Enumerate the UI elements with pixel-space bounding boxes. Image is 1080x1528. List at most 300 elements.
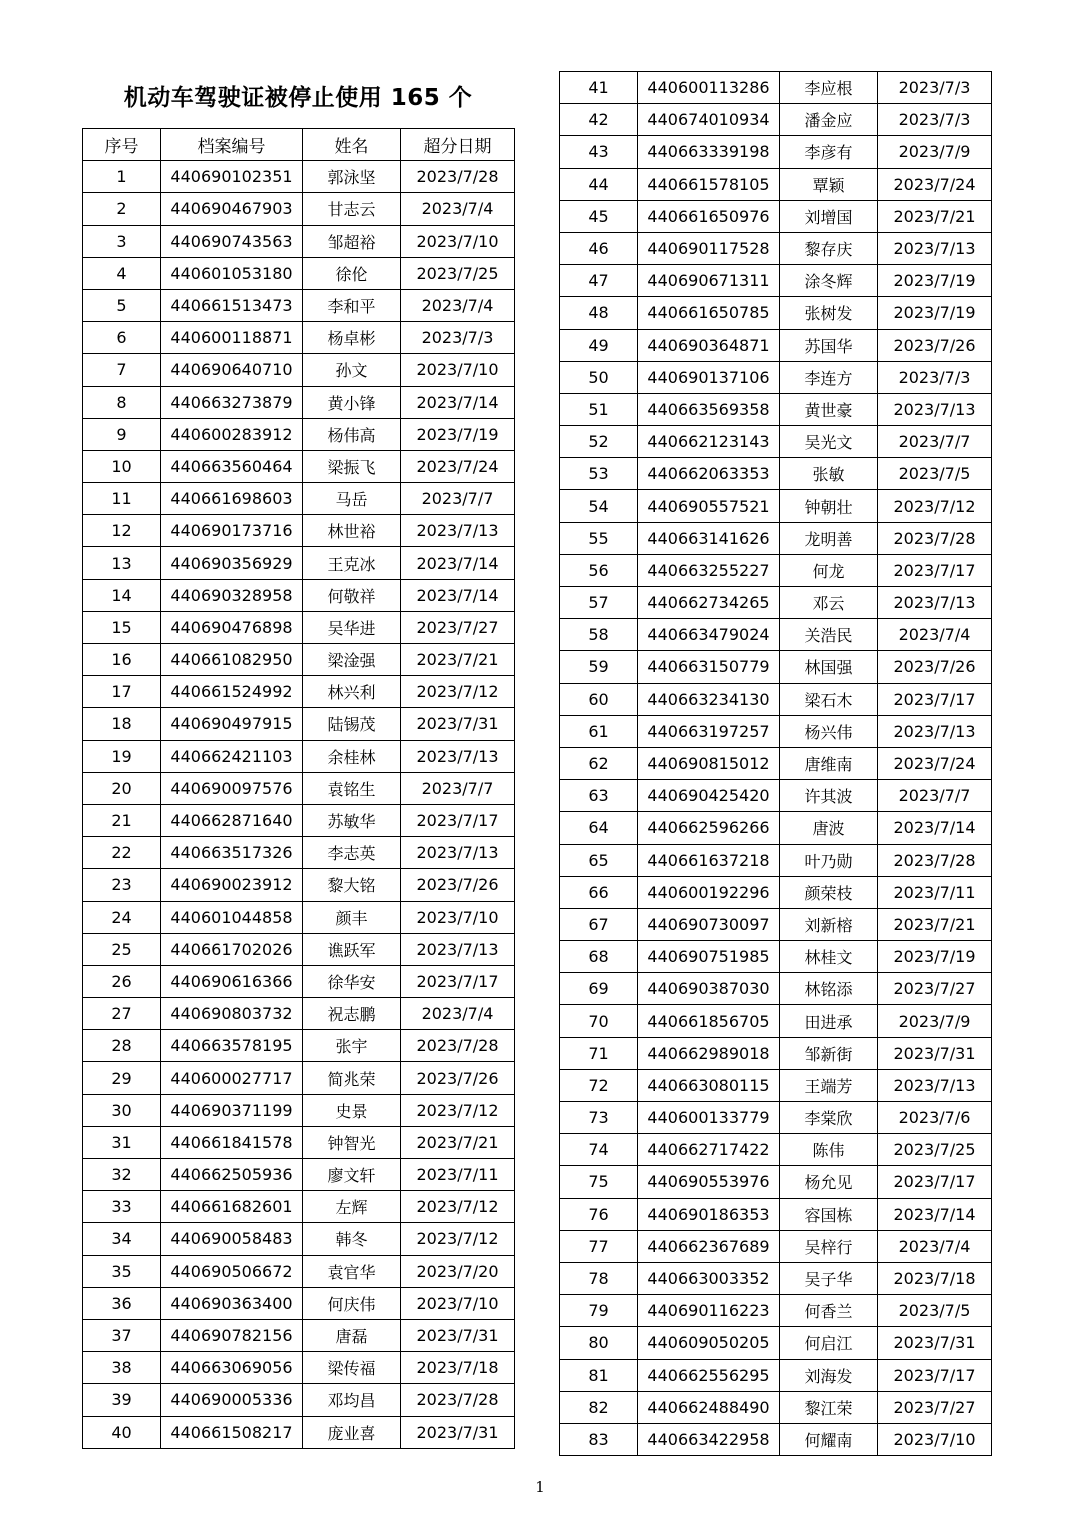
file-no-cell: 440661856705 — [638, 1005, 780, 1037]
name-cell: 杨伟高 — [303, 418, 401, 450]
name-cell: 林国强 — [780, 651, 878, 683]
seq-cell: 35 — [83, 1255, 161, 1287]
date-cell: 2023/7/10 — [401, 354, 515, 386]
seq-cell: 3 — [83, 225, 161, 257]
name-cell: 张树发 — [780, 297, 878, 329]
table-row — [83, 676, 515, 708]
table-row — [560, 1102, 992, 1134]
seq-cell: 52 — [560, 426, 638, 458]
seq-cell: 14 — [83, 579, 161, 611]
file-no-cell: 440600192296 — [638, 876, 780, 908]
table-row — [560, 1005, 992, 1037]
file-no-cell: 440690328958 — [161, 579, 303, 611]
date-cell: 2023/7/14 — [878, 1198, 992, 1230]
file-no-cell: 440661513473 — [161, 289, 303, 321]
table-row — [560, 136, 992, 168]
seq-cell: 4 — [83, 257, 161, 289]
name-cell: 容国栋 — [780, 1198, 878, 1230]
table-row — [83, 579, 515, 611]
date-cell: 2023/7/17 — [401, 804, 515, 836]
file-no-cell: 440690751985 — [638, 941, 780, 973]
date-cell: 2023/7/28 — [401, 1030, 515, 1062]
date-cell: 2023/7/24 — [878, 168, 992, 200]
date-cell: 2023/7/25 — [878, 1134, 992, 1166]
date-cell: 2023/7/27 — [401, 611, 515, 643]
name-cell: 庞业喜 — [303, 1416, 401, 1448]
table-row — [83, 611, 515, 643]
seq-cell: 69 — [560, 973, 638, 1005]
right-table-body — [560, 72, 992, 1456]
table-row — [83, 1352, 515, 1384]
name-cell: 陆锡茂 — [303, 708, 401, 740]
table-row — [560, 1166, 992, 1198]
name-cell: 林桂文 — [780, 941, 878, 973]
file-no-cell: 440663197257 — [638, 715, 780, 747]
name-cell: 廖文轩 — [303, 1159, 401, 1191]
name-cell: 黄世豪 — [780, 393, 878, 425]
file-no-cell: 440600113286 — [638, 72, 780, 104]
file-no-cell: 440600283912 — [161, 418, 303, 450]
seq-cell: 63 — [560, 780, 638, 812]
file-no-cell: 440690116223 — [638, 1295, 780, 1327]
name-cell: 吴华进 — [303, 611, 401, 643]
date-cell: 2023/7/13 — [878, 393, 992, 425]
name-cell: 黎存庆 — [780, 232, 878, 264]
seq-cell: 15 — [83, 611, 161, 643]
name-cell: 林世裕 — [303, 515, 401, 547]
name-cell: 李棠欣 — [780, 1102, 878, 1134]
table-row — [560, 168, 992, 200]
table-row — [83, 837, 515, 869]
table-row — [83, 289, 515, 321]
seq-cell: 37 — [83, 1319, 161, 1351]
file-no-cell: 440662734265 — [638, 587, 780, 619]
name-cell: 唐维南 — [780, 747, 878, 779]
file-no-cell: 440663234130 — [638, 683, 780, 715]
name-cell: 吴梓行 — [780, 1230, 878, 1262]
date-cell: 2023/7/17 — [878, 1166, 992, 1198]
date-cell: 2023/7/31 — [401, 708, 515, 740]
name-cell: 韩冬 — [303, 1223, 401, 1255]
file-no-cell: 440662421103 — [161, 740, 303, 772]
seq-cell: 81 — [560, 1359, 638, 1391]
date-cell: 2023/7/13 — [878, 1069, 992, 1101]
name-cell: 田进承 — [780, 1005, 878, 1037]
left-table-body — [83, 161, 515, 1449]
table-row — [560, 908, 992, 940]
seq-cell: 36 — [83, 1287, 161, 1319]
name-cell: 刘新榕 — [780, 908, 878, 940]
date-cell: 2023/7/19 — [878, 265, 992, 297]
file-no-cell: 440662488490 — [638, 1391, 780, 1423]
table-row — [83, 644, 515, 676]
file-no-cell: 440600133779 — [638, 1102, 780, 1134]
name-cell: 谯跃军 — [303, 933, 401, 965]
name-cell: 左辉 — [303, 1191, 401, 1223]
date-cell: 2023/7/31 — [878, 1037, 992, 1069]
seq-cell: 79 — [560, 1295, 638, 1327]
seq-cell: 60 — [560, 683, 638, 715]
name-cell: 林兴利 — [303, 676, 401, 708]
name-cell: 王端芳 — [780, 1069, 878, 1101]
seq-cell: 72 — [560, 1069, 638, 1101]
file-no-cell: 440662123143 — [638, 426, 780, 458]
file-no-cell: 440663003352 — [638, 1262, 780, 1294]
file-no-cell: 440662367689 — [638, 1230, 780, 1262]
name-cell: 龙明善 — [780, 522, 878, 554]
date-cell: 2023/7/4 — [401, 193, 515, 225]
date-cell: 2023/7/13 — [401, 515, 515, 547]
table-row — [560, 780, 992, 812]
seq-cell: 12 — [83, 515, 161, 547]
seq-cell: 27 — [83, 998, 161, 1030]
table-row — [560, 1230, 992, 1262]
date-cell: 2023/7/26 — [878, 651, 992, 683]
table-row — [83, 1191, 515, 1223]
name-cell: 吴子华 — [780, 1262, 878, 1294]
table-row — [83, 740, 515, 772]
file-no-cell: 440663339198 — [638, 136, 780, 168]
seq-cell: 39 — [83, 1384, 161, 1416]
name-cell: 叶乃勋 — [780, 844, 878, 876]
table-row — [83, 869, 515, 901]
table-row — [560, 72, 992, 104]
table-row — [560, 361, 992, 393]
file-no-cell: 440601044858 — [161, 901, 303, 933]
table-row — [560, 1423, 992, 1455]
name-cell: 刘海发 — [780, 1359, 878, 1391]
date-cell: 2023/7/12 — [401, 1223, 515, 1255]
name-cell: 潘金应 — [780, 104, 878, 136]
date-cell: 2023/7/13 — [401, 740, 515, 772]
file-no-cell: 440690506672 — [161, 1255, 303, 1287]
seq-cell: 1 — [83, 161, 161, 193]
table-row — [83, 450, 515, 482]
right-table — [559, 71, 992, 1456]
name-cell: 李连方 — [780, 361, 878, 393]
file-no-cell: 440690371199 — [161, 1094, 303, 1126]
seq-cell: 5 — [83, 289, 161, 321]
date-cell: 2023/7/6 — [878, 1102, 992, 1134]
date-cell: 2023/7/28 — [401, 161, 515, 193]
name-cell: 张宇 — [303, 1030, 401, 1062]
file-no-cell: 440690557521 — [638, 490, 780, 522]
table-row — [560, 973, 992, 1005]
seq-cell: 73 — [560, 1102, 638, 1134]
name-cell: 钟朝壮 — [780, 490, 878, 522]
date-cell: 2023/7/14 — [878, 812, 992, 844]
date-cell: 2023/7/24 — [401, 450, 515, 482]
seq-cell: 30 — [83, 1094, 161, 1126]
seq-cell: 40 — [83, 1416, 161, 1448]
table-row — [83, 1126, 515, 1158]
table-row — [560, 683, 992, 715]
seq-cell: 20 — [83, 772, 161, 804]
table-row — [560, 941, 992, 973]
table-row — [560, 844, 992, 876]
seq-cell: 19 — [83, 740, 161, 772]
table-row — [83, 1094, 515, 1126]
date-cell: 2023/7/17 — [401, 965, 515, 997]
date-cell: 2023/7/21 — [878, 908, 992, 940]
file-no-cell: 440690497915 — [161, 708, 303, 740]
file-no-cell: 440661637218 — [638, 844, 780, 876]
file-no-cell: 440690553976 — [638, 1166, 780, 1198]
name-cell: 张敏 — [780, 458, 878, 490]
name-cell: 邹新街 — [780, 1037, 878, 1069]
table-row — [560, 522, 992, 554]
date-cell: 2023/7/14 — [401, 386, 515, 418]
file-no-cell: 440600118871 — [161, 322, 303, 354]
table-row — [560, 1295, 992, 1327]
date-cell: 2023/7/26 — [878, 329, 992, 361]
date-cell: 2023/7/3 — [878, 361, 992, 393]
date-cell: 2023/7/13 — [878, 715, 992, 747]
seq-cell: 47 — [560, 265, 638, 297]
date-cell: 2023/7/3 — [878, 104, 992, 136]
file-no-cell: 440690425420 — [638, 780, 780, 812]
file-no-cell: 440690803732 — [161, 998, 303, 1030]
seq-cell: 43 — [560, 136, 638, 168]
table-row — [560, 554, 992, 586]
file-no-cell: 440661682601 — [161, 1191, 303, 1223]
name-cell: 何龙 — [780, 554, 878, 586]
file-no-cell: 440661650785 — [638, 297, 780, 329]
file-no-cell: 440663560464 — [161, 450, 303, 482]
name-cell: 袁铭生 — [303, 772, 401, 804]
seq-cell: 49 — [560, 329, 638, 361]
date-cell: 2023/7/18 — [401, 1352, 515, 1384]
table-row — [83, 322, 515, 354]
name-cell: 梁石木 — [780, 683, 878, 715]
file-no-cell: 440662505936 — [161, 1159, 303, 1191]
seq-cell: 74 — [560, 1134, 638, 1166]
date-cell: 2023/7/7 — [878, 426, 992, 458]
seq-cell: 46 — [560, 232, 638, 264]
date-cell: 2023/7/4 — [401, 289, 515, 321]
table-row — [560, 1198, 992, 1230]
seq-cell: 42 — [560, 104, 638, 136]
table-row — [83, 1287, 515, 1319]
date-cell: 2023/7/31 — [401, 1319, 515, 1351]
date-cell: 2023/7/24 — [878, 747, 992, 779]
date-cell: 2023/7/12 — [401, 676, 515, 708]
file-no-cell: 440690476898 — [161, 611, 303, 643]
date-cell: 2023/7/26 — [401, 1062, 515, 1094]
date-cell: 2023/7/27 — [878, 1391, 992, 1423]
name-cell: 简兆荣 — [303, 1062, 401, 1094]
seq-cell: 54 — [560, 490, 638, 522]
seq-cell: 65 — [560, 844, 638, 876]
seq-cell: 25 — [83, 933, 161, 965]
name-cell: 郭泳坚 — [303, 161, 401, 193]
table-row — [83, 965, 515, 997]
date-cell: 2023/7/5 — [878, 458, 992, 490]
seq-cell: 45 — [560, 200, 638, 232]
name-cell: 陈伟 — [780, 1134, 878, 1166]
table-row — [560, 1069, 992, 1101]
name-cell: 杨兴伟 — [780, 715, 878, 747]
name-cell: 黄小锋 — [303, 386, 401, 418]
date-cell: 2023/7/10 — [401, 225, 515, 257]
table-row — [560, 265, 992, 297]
table-row — [560, 1359, 992, 1391]
seq-cell: 31 — [83, 1126, 161, 1158]
name-cell: 颜丰 — [303, 901, 401, 933]
date-cell: 2023/7/10 — [401, 901, 515, 933]
seq-cell: 83 — [560, 1423, 638, 1455]
file-no-cell: 440690640710 — [161, 354, 303, 386]
name-cell: 苏敏华 — [303, 804, 401, 836]
file-no-cell: 440663141626 — [638, 522, 780, 554]
seq-cell: 61 — [560, 715, 638, 747]
file-no-cell: 440690137106 — [638, 361, 780, 393]
seq-cell: 7 — [83, 354, 161, 386]
seq-cell: 57 — [560, 587, 638, 619]
seq-cell: 41 — [560, 72, 638, 104]
table-row — [83, 386, 515, 418]
header-name: 姓名 — [303, 129, 401, 161]
file-no-cell: 440663422958 — [638, 1423, 780, 1455]
name-cell: 杨允见 — [780, 1166, 878, 1198]
seq-cell: 22 — [83, 837, 161, 869]
name-cell: 唐磊 — [303, 1319, 401, 1351]
table-row — [560, 876, 992, 908]
name-cell: 王克冰 — [303, 547, 401, 579]
file-no-cell: 440690102351 — [161, 161, 303, 193]
table-row — [560, 393, 992, 425]
file-no-cell: 440690743563 — [161, 225, 303, 257]
name-cell: 何庆伟 — [303, 1287, 401, 1319]
seq-cell: 2 — [83, 193, 161, 225]
seq-cell: 64 — [560, 812, 638, 844]
date-cell: 2023/7/12 — [878, 490, 992, 522]
date-cell: 2023/7/9 — [878, 1005, 992, 1037]
file-no-cell: 440690730097 — [638, 908, 780, 940]
seq-cell: 11 — [83, 483, 161, 515]
seq-cell: 34 — [83, 1223, 161, 1255]
seq-cell: 17 — [83, 676, 161, 708]
seq-cell: 55 — [560, 522, 638, 554]
table-row — [560, 297, 992, 329]
table-row — [83, 1159, 515, 1191]
name-cell: 徐伦 — [303, 257, 401, 289]
name-cell: 李和平 — [303, 289, 401, 321]
file-no-cell: 440661702026 — [161, 933, 303, 965]
table-row — [83, 804, 515, 836]
name-cell: 史景 — [303, 1094, 401, 1126]
date-cell: 2023/7/4 — [878, 619, 992, 651]
date-cell: 2023/7/18 — [878, 1262, 992, 1294]
date-cell: 2023/7/3 — [878, 72, 992, 104]
file-no-cell: 440690782156 — [161, 1319, 303, 1351]
file-no-cell: 440601053180 — [161, 257, 303, 289]
date-cell: 2023/7/28 — [878, 522, 992, 554]
table-row — [83, 772, 515, 804]
date-cell: 2023/7/10 — [878, 1423, 992, 1455]
date-cell: 2023/7/19 — [878, 941, 992, 973]
date-cell: 2023/7/28 — [878, 844, 992, 876]
date-cell: 2023/7/17 — [878, 1359, 992, 1391]
file-no-cell: 440690363400 — [161, 1287, 303, 1319]
date-cell: 2023/7/14 — [401, 547, 515, 579]
seq-cell: 21 — [83, 804, 161, 836]
date-cell: 2023/7/12 — [401, 1191, 515, 1223]
seq-cell: 80 — [560, 1327, 638, 1359]
table-row — [560, 812, 992, 844]
table-row — [83, 708, 515, 740]
seq-cell: 82 — [560, 1391, 638, 1423]
seq-cell: 50 — [560, 361, 638, 393]
table-row — [560, 1391, 992, 1423]
header-date: 超分日期 — [401, 129, 515, 161]
name-cell: 孙文 — [303, 354, 401, 386]
table-row — [560, 587, 992, 619]
file-no-cell: 440661650976 — [638, 200, 780, 232]
name-cell: 李志英 — [303, 837, 401, 869]
table-row — [83, 354, 515, 386]
file-no-cell: 440663080115 — [638, 1069, 780, 1101]
date-cell: 2023/7/19 — [878, 297, 992, 329]
file-no-cell: 440690005336 — [161, 1384, 303, 1416]
date-cell: 2023/7/11 — [401, 1159, 515, 1191]
date-cell: 2023/7/17 — [878, 554, 992, 586]
seq-cell: 13 — [83, 547, 161, 579]
seq-cell: 59 — [560, 651, 638, 683]
table-row — [560, 1037, 992, 1069]
name-cell: 许其波 — [780, 780, 878, 812]
date-cell: 2023/7/17 — [878, 683, 992, 715]
date-cell: 2023/7/21 — [401, 644, 515, 676]
table-row — [560, 1262, 992, 1294]
seq-cell: 26 — [83, 965, 161, 997]
table-row — [560, 651, 992, 683]
seq-cell: 70 — [560, 1005, 638, 1037]
left-table — [82, 128, 515, 1449]
seq-cell: 6 — [83, 322, 161, 354]
date-cell: 2023/7/20 — [401, 1255, 515, 1287]
page-number: 1 — [535, 1478, 545, 1496]
table-row — [83, 418, 515, 450]
seq-cell: 8 — [83, 386, 161, 418]
name-cell: 甘志云 — [303, 193, 401, 225]
seq-cell: 38 — [83, 1352, 161, 1384]
date-cell: 2023/7/5 — [878, 1295, 992, 1327]
table-row — [560, 747, 992, 779]
name-cell: 林铭添 — [780, 973, 878, 1005]
seq-cell: 33 — [83, 1191, 161, 1223]
seq-cell: 24 — [83, 901, 161, 933]
date-cell: 2023/7/14 — [401, 579, 515, 611]
file-no-cell: 440663517326 — [161, 837, 303, 869]
name-cell: 李彦有 — [780, 136, 878, 168]
table-row — [83, 1255, 515, 1287]
table-row — [83, 547, 515, 579]
date-cell: 2023/7/9 — [878, 136, 992, 168]
header-seq: 序号 — [83, 129, 161, 161]
seq-cell: 77 — [560, 1230, 638, 1262]
file-no-cell: 440661082950 — [161, 644, 303, 676]
name-cell: 徐华安 — [303, 965, 401, 997]
seq-cell: 10 — [83, 450, 161, 482]
date-cell: 2023/7/13 — [401, 837, 515, 869]
name-cell: 梁淦强 — [303, 644, 401, 676]
date-cell: 2023/7/19 — [401, 418, 515, 450]
date-cell: 2023/7/7 — [401, 483, 515, 515]
name-cell: 苏国华 — [780, 329, 878, 361]
table-row — [560, 1134, 992, 1166]
name-cell: 袁官华 — [303, 1255, 401, 1287]
